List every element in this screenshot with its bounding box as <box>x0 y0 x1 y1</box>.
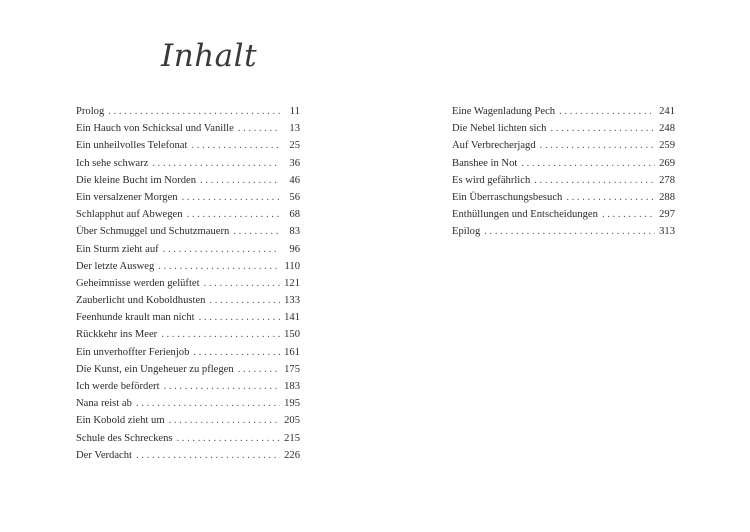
toc-entry-title: Zauberlicht und Koboldhusten <box>76 295 206 307</box>
page-title: Inhalt <box>161 38 258 74</box>
toc-entry-page: 183 <box>284 381 300 392</box>
leader-dots <box>209 292 280 309</box>
toc-entry-page: 56 <box>289 191 300 203</box>
toc-entry-title: Ein Hauch von Schicksal und Vanille <box>76 123 234 135</box>
toc-entry <box>76 447 300 464</box>
toc-entry-title: Auf Verbrecherjagd <box>452 140 536 152</box>
toc-entry-page: 141 <box>284 312 300 324</box>
toc-entry-title: Ein unverhoffter Ferienjob <box>76 346 190 358</box>
toc-entry-page: 121 <box>284 277 300 289</box>
leader-dots <box>182 189 280 206</box>
toc-entry <box>76 378 300 395</box>
toc-entry <box>76 361 300 378</box>
leader-dots <box>169 412 280 429</box>
toc-entry-page: 215 <box>284 432 300 444</box>
toc-entry-page: 313 <box>659 226 675 238</box>
toc-entry-page: 259 <box>659 140 675 152</box>
toc-entry-page: 150 <box>284 329 300 341</box>
toc-entry-page: 241 <box>659 106 675 117</box>
toc-entry-title: Epilog <box>452 226 481 238</box>
toc-entry-title: Ich sehe schwarz <box>76 157 149 169</box>
toc-entry-title: Enthüllungen und Entscheidungen <box>452 209 598 221</box>
toc-entry-title: Ein unheilvolles Telefonat <box>76 140 188 152</box>
toc-entry-title: Der Verdacht <box>76 449 132 461</box>
leader-dots <box>191 137 280 154</box>
toc-entry-title: Eine Wagenladung Pech <box>452 106 556 117</box>
toc-entry <box>76 172 300 189</box>
toc-entry-page: 175 <box>284 363 300 375</box>
leader-dots <box>566 189 655 206</box>
toc-entry <box>76 275 300 292</box>
toc-entry-page: 25 <box>289 140 300 152</box>
leader-dots <box>204 275 280 292</box>
leader-dots <box>521 155 655 172</box>
leader-dots <box>136 395 280 412</box>
toc-entry-page: 83 <box>289 226 300 238</box>
toc-entry-title: Es wird gefährlich <box>452 174 531 186</box>
toc-entry <box>76 395 300 412</box>
toc-entry <box>76 206 300 223</box>
toc-entry-title: Schlapphut auf Abwegen <box>76 209 183 221</box>
leader-dots <box>540 137 655 154</box>
leader-dots <box>534 172 655 189</box>
leader-dots <box>484 223 655 240</box>
toc-entry-title: Geheimnisse werden gelüftet <box>76 277 200 289</box>
leader-dots <box>199 309 280 326</box>
leader-dots <box>161 326 280 343</box>
toc-entry <box>76 155 300 172</box>
leader-dots <box>152 155 280 172</box>
leader-dots <box>163 241 280 258</box>
leader-dots <box>108 103 280 120</box>
leader-dots <box>238 361 280 378</box>
leader-dots <box>177 430 281 447</box>
toc-entry-page: 205 <box>284 415 300 427</box>
leader-dots <box>158 258 280 275</box>
toc-entry <box>76 309 300 326</box>
leader-dots <box>550 120 655 137</box>
leader-dots <box>200 172 280 189</box>
toc-entry-title: Feenhunde krault man nicht <box>76 312 195 324</box>
toc-entry <box>452 223 675 240</box>
toc-entry-title: Die Nebel lichten sich <box>452 123 547 135</box>
leader-dots <box>233 223 280 240</box>
leader-dots <box>238 120 280 137</box>
leader-dots <box>193 344 280 361</box>
toc-entry-title: Rückkehr ins Meer <box>76 329 158 341</box>
toc-entry <box>76 412 300 429</box>
toc-entry-page: 161 <box>284 346 300 358</box>
toc-column-right <box>452 103 675 241</box>
toc-entry-title: Prolog <box>76 106 105 117</box>
leader-dots <box>559 103 655 120</box>
toc-entry <box>452 103 675 120</box>
toc-entry-page: 11 <box>289 106 300 117</box>
toc-entry-page: 269 <box>659 157 675 169</box>
toc-entry <box>76 430 300 447</box>
toc-entry-title: Ich werde befördert <box>76 381 160 392</box>
toc-entry <box>76 292 300 309</box>
toc-entry-page: 278 <box>659 174 675 186</box>
leader-dots <box>136 447 280 464</box>
toc-entry-page: 36 <box>289 157 300 169</box>
toc-entry-page: 13 <box>289 123 300 135</box>
leader-dots <box>164 378 280 395</box>
leader-dots <box>187 206 280 223</box>
toc-entry-page: 110 <box>284 260 300 272</box>
toc-entry <box>452 155 675 172</box>
toc-entry-page: 133 <box>284 295 300 307</box>
toc-entry <box>76 223 300 240</box>
toc-entry <box>76 258 300 275</box>
toc-entry-title: Banshee in Not <box>452 157 518 169</box>
toc-entry-title: Nana reist ab <box>76 398 132 410</box>
toc-entry-page: 288 <box>659 191 675 203</box>
toc-entry-title: Ein Überraschungsbesuch <box>452 191 563 203</box>
toc-entry <box>76 344 300 361</box>
toc-entry-page: 96 <box>289 243 300 255</box>
toc-entry <box>76 241 300 258</box>
toc-entry-title: Schule des Schreckens <box>76 432 173 444</box>
toc-entry <box>76 189 300 206</box>
toc-entry <box>452 189 675 206</box>
toc-entry-page: 248 <box>659 123 675 135</box>
toc-entry-title: Ein Kobold zieht um <box>76 415 165 427</box>
toc-entry <box>76 120 300 137</box>
toc-entry <box>452 120 675 137</box>
toc-entry <box>452 206 675 223</box>
toc-entry <box>76 326 300 343</box>
toc-entry-title: Die Kunst, ein Ungeheuer zu pflegen <box>76 363 234 375</box>
toc-entry-page: 46 <box>289 174 300 186</box>
toc-entry <box>452 137 675 154</box>
toc-entry-page: 297 <box>659 209 675 221</box>
toc-entry-title: Der letzte Ausweg <box>76 260 155 272</box>
toc-entry <box>452 172 675 189</box>
toc-entry-title: Ein Sturm zieht auf <box>76 243 159 255</box>
toc-entry <box>76 137 300 154</box>
toc-entry-page: 68 <box>289 209 300 221</box>
toc-entry-page: 195 <box>284 398 300 410</box>
toc-entry-title: Über Schmuggel und Schutzmauern <box>76 226 230 238</box>
toc-entry-title: Ein versalzener Morgen <box>76 191 178 203</box>
leader-dots <box>602 206 655 223</box>
toc-entry-page: 226 <box>284 449 300 461</box>
toc-entry-title: Die kleine Bucht im Norden <box>76 174 197 186</box>
toc-entry <box>76 103 300 120</box>
toc-column-left <box>76 103 300 464</box>
